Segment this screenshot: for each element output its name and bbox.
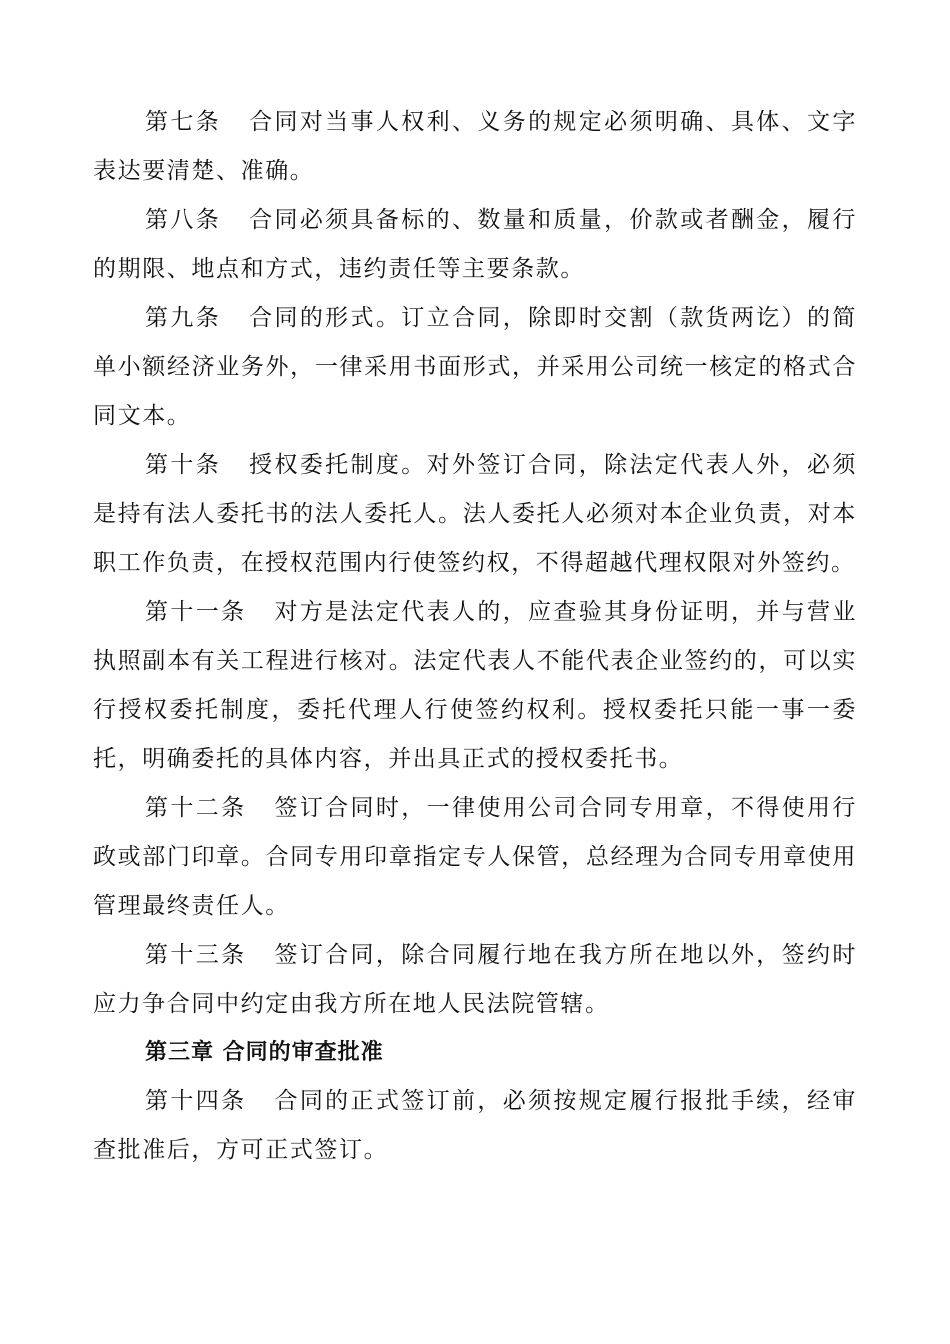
article-text: 对方是法定代表人的，应查验其身份证明，并与营业执照副本有关工程进行核对。法定代表人不能代表企业签约的，可以实行授权委托制度，委托代理人行使签约权利。授权委托只能一事一委托，明确委托的具体内容，并出具正式的授权委托书。	[93, 599, 857, 772]
article-label: 第七条	[145, 109, 222, 135]
article-10	[93, 441, 857, 588]
article-label: 第十条	[145, 452, 222, 478]
article-label: 第十三条	[145, 942, 247, 968]
article-label: 第十一条	[145, 599, 247, 625]
article-text: 签订合同时，一律使用公司合同专用章，不得使用行政或部门印章。合同专用印章指定专人保管，总经理为合同专用章使用管理最终责任人。	[93, 795, 857, 919]
article-8	[93, 196, 857, 294]
article-11	[93, 588, 857, 784]
article-text: 授权委托制度。对外签订合同，除法定代表人外，必须是持有法人委托书的法人委托人。法人委托人必须对本企业负责，对本职工作负责，在授权范围内行使签约权，不得超越代理权限对外签约。	[93, 452, 857, 576]
chapter-heading: 第三章 合同的审查批准	[145, 1040, 384, 1065]
article-label: 第十二条	[145, 795, 247, 821]
article-7	[93, 98, 857, 196]
article-label: 第八条	[145, 207, 222, 233]
article-text: 合同的形式。订立合同，除即时交割（款货两讫）的简单小额经济业务外，一律采用书面形式，并采用公司统一核定的格式合同文本。	[93, 305, 857, 429]
article-text: 签订合同，除合同履行地在我方所在地以外，签约时应力争合同中约定由我方所在地人民法院管辖。	[93, 942, 857, 1017]
article-14	[93, 1077, 857, 1175]
article-text: 合同对当事人权利、义务的规定必须明确、具体、文字表达要清楚、准确。	[93, 109, 857, 184]
article-12	[93, 784, 857, 931]
article-text: 合同的正式签订前，必须按规定履行报批手续，经审查批准后，方可正式签订。	[93, 1088, 857, 1163]
document-page	[93, 98, 857, 1175]
article-text: 合同必须具备标的、数量和质量，价款或者酬金，履行的期限、地点和方式，违约责任等主要条款。	[93, 207, 857, 282]
article-label: 第九条	[145, 305, 222, 331]
article-label: 第十四条	[145, 1088, 247, 1114]
article-13	[93, 931, 857, 1029]
article-9	[93, 294, 857, 441]
